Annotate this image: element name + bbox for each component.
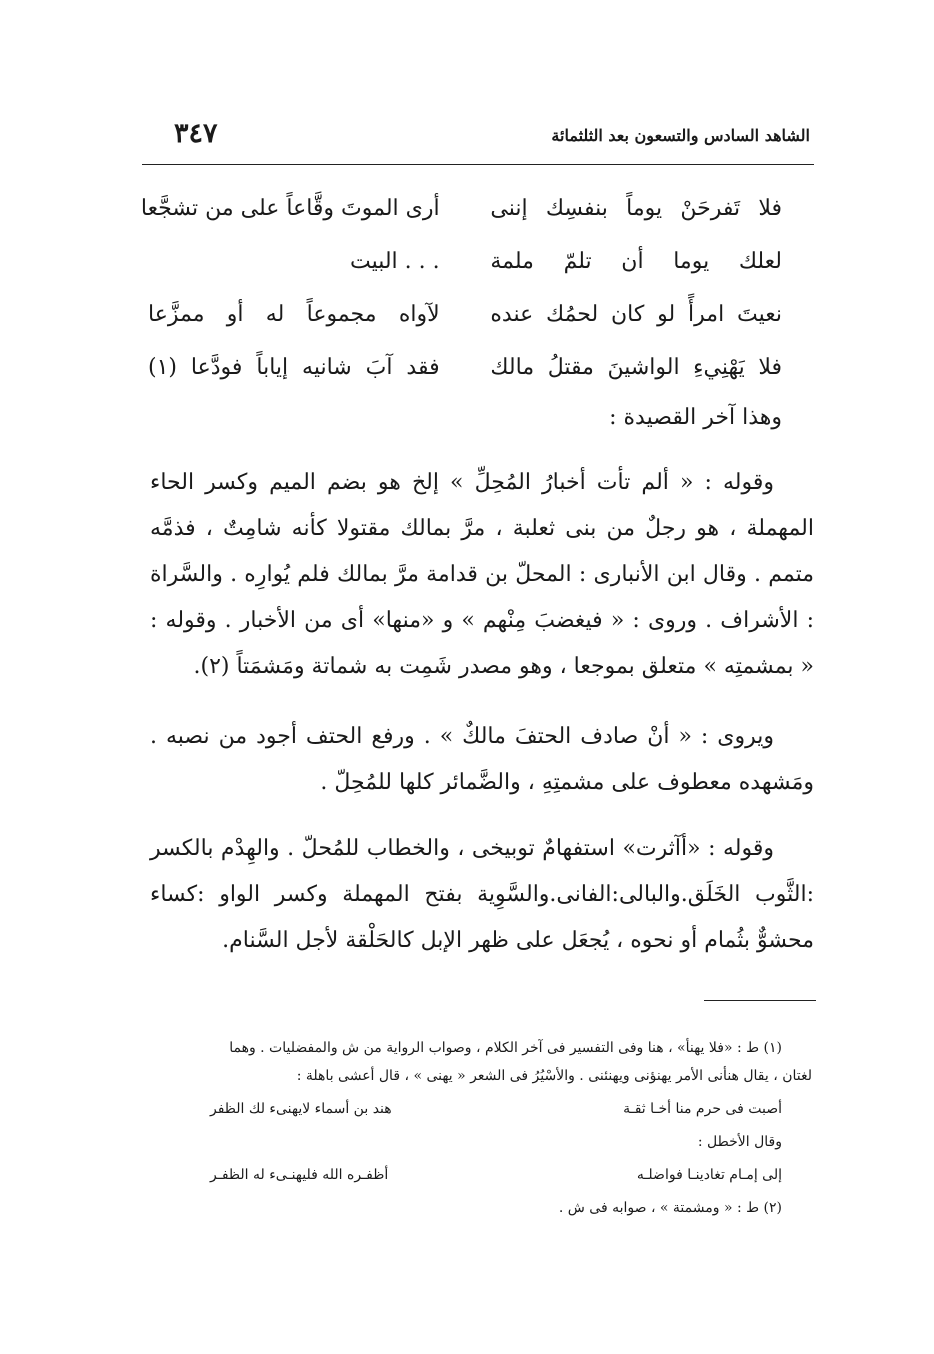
page-header bbox=[140, 118, 810, 162]
header-rule bbox=[142, 164, 814, 165]
page-number: ٣٤٧ bbox=[174, 118, 218, 149]
footnote-verse bbox=[160, 1156, 812, 1194]
verse-left-hemistich: فقد آبَ شانيه إياباً فودَّعا (١) bbox=[148, 355, 440, 380]
verse-right-hemistich: نعيتَ امرأً لو كان لحمُك عنده bbox=[490, 302, 782, 327]
poem-end-line: وهذا آخر القصيدة : bbox=[609, 405, 782, 430]
verse-left-hemistich: أرى الموتَ وقَّاعاً على من تشجَّعا bbox=[140, 196, 440, 221]
running-title: الشاهد السادس والتسعون بعد الثلثمائة bbox=[551, 126, 810, 145]
footnote-verse bbox=[160, 1090, 812, 1128]
verse-row bbox=[140, 182, 782, 235]
verse-row bbox=[148, 288, 782, 341]
footnote-1-line: (١) ط : «فلا يهنأ» ، هنا وفى التفسير فى آخر الكلام ، وصواب الرواية من ش والمفضليات . وهما bbox=[229, 1040, 782, 1056]
paragraph-text: وقوله : « ألم تأت أخبارُ المُحِلِّ » إلخ هو بضم الميم وكسر الحاء المهملة ، هو رجلٌ من بنى ثعلبة ، مرَّ بمالك مقتولا كأنه شامِتٌ ، فذمَّه متمم . وقال ابن الأنبارى : المحلّ بن قدامة مرَّ بمالك فلم يُوارِه . والسَّراة : الأشراف . وروى : « فيغضبَ مِنْهم » و «منها» أى من الأخبار . وقوله : « بمشمتِه » متعلق بموجعا ، وهو مصدر شَمِت به شماتة ومَشمَتاً (٢). bbox=[150, 470, 814, 679]
verse-right-hemistich: لعلك يوما أن تلمّ ملمة bbox=[490, 249, 782, 274]
verse-row bbox=[148, 341, 782, 394]
verse-left-hemistich bbox=[148, 235, 440, 288]
verse-right-hemistich: فلا يَهْنِيءِ الواشينَ مقتلُ مالك bbox=[490, 355, 782, 380]
verse-row bbox=[148, 235, 782, 288]
footnote-verse-left: هند بن أسماء لايهنىء لك الظفر bbox=[210, 1101, 392, 1117]
verse-ellipsis: . . . البيت bbox=[349, 249, 440, 274]
footnote-1-line: لغتان ، يقال هنأنى الأمر يهنؤنى ويهنئنى . والأسْيُرُ فى الشعر « يهنى » ، قال أعشى باهلة : bbox=[296, 1068, 812, 1084]
footnote-intro: وقال الأخطل : bbox=[697, 1134, 782, 1150]
footnote-2: (٢) ط : « ومشمتة » ، صوابه فى ش . bbox=[558, 1200, 782, 1216]
commentary-paragraph bbox=[150, 714, 814, 806]
footnote-verse-left: أظفـره الله فليهنـىء له الظفـر bbox=[210, 1167, 389, 1183]
commentary-paragraph bbox=[150, 826, 814, 964]
footnotes bbox=[160, 1034, 812, 1222]
paragraph-text: وقوله : «أآثرت» استفهامٌ توبيخى ، والخطاب للمُحلّ . والهِدْم بالكسر :الثَّوب الخَلَق.والبالى:الفانى.والسَّوِية بفتح المهملة وكسر الواو :كساء محشوٌّ بثُمام أو نحوه ، يُجعَل على ظهر الإبل كالحَلْقة لأجل السَّنام. bbox=[150, 836, 814, 953]
footnote-rule bbox=[704, 1000, 816, 1001]
verse-left-hemistich: لآواه مجموعاً له أو ممزَّعا bbox=[148, 302, 440, 327]
paragraph-text: ويروى : « أنْ صادف الحتفَ مالكٌ » . ورفع الحتف أجود من نصبه . ومَشهده معطوف على مشمتِهِ ، والضَّمائر كلها للمُحِلّ . bbox=[150, 724, 814, 795]
poem-verses bbox=[140, 182, 782, 394]
verse-right-hemistich: فلا تَفرحَنْ يوماً بنفسِك إننى bbox=[490, 196, 782, 221]
footnote-verse-right: إلى إمـام تغادينـا فواضلـه bbox=[636, 1167, 782, 1183]
commentary-paragraph bbox=[150, 460, 814, 690]
footnote-verse-right: أصبت فى حرم منا أخـا ثقـة bbox=[623, 1101, 782, 1117]
